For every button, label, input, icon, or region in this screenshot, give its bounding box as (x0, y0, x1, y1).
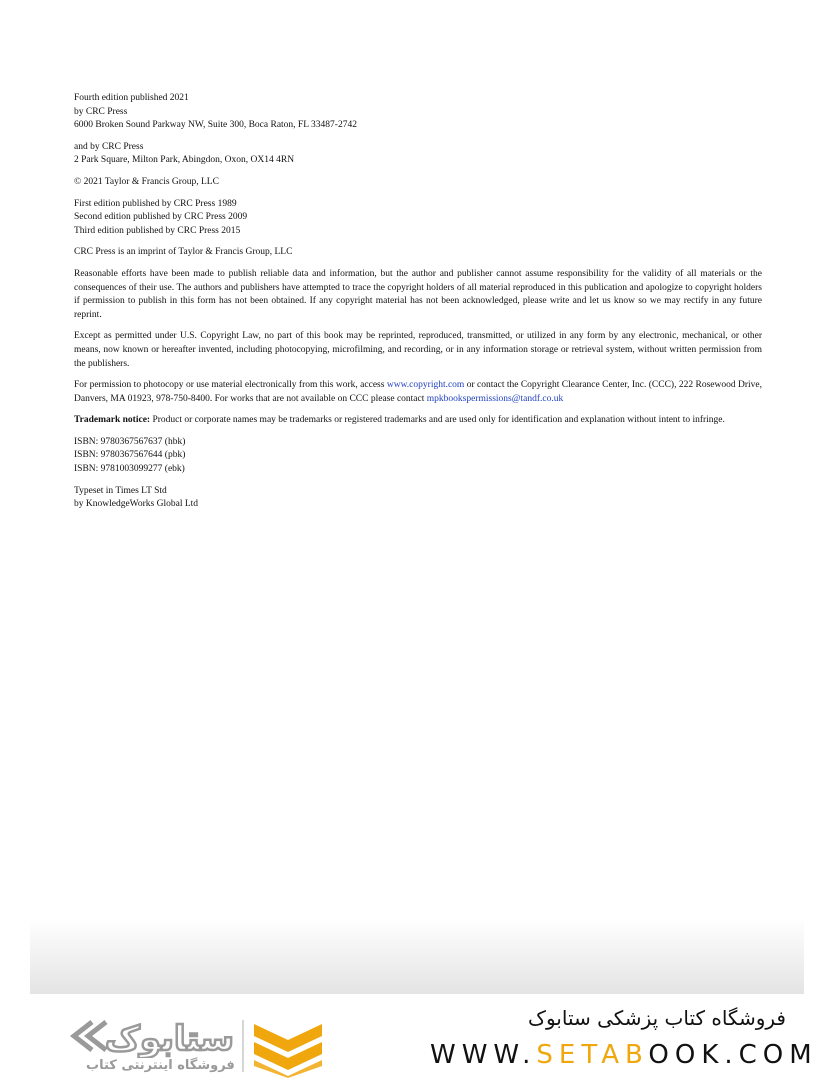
publication-info (74, 92, 762, 133)
trademark-label: Trademark notice: (74, 415, 151, 426)
edition-history (74, 198, 762, 239)
bottom-shadow (30, 918, 804, 994)
trademark-text: Product or corporate names may be trademarks or registered trademarks and are used only for identification and explanation without intent to infringe. (150, 415, 725, 426)
url-suffix: OOK.COM (648, 1040, 818, 1070)
logo-wordmark-text: ستابوک (105, 1019, 234, 1058)
setabook-chevron-logo-icon (250, 1020, 326, 1078)
setabook-logo-wordmark (66, 1016, 236, 1058)
uk-publisher-line: and by CRC Press (74, 141, 144, 152)
typeset-line: Typeset in Times LT Std (74, 485, 167, 496)
permissions-email-link[interactable]: mpkbookspermissions@tandf.co.uk (426, 393, 564, 404)
uk-publisher-address: 2 Park Square, Milton Park, Abingdon, Oxon, OX14 4RN (74, 155, 295, 166)
shop-title: فروشگاه کتاب پزشکی ستابوک (528, 1006, 786, 1030)
edition-history-line: First edition published by CRC Press 1989 (74, 198, 237, 209)
copyright-line: © 2021 Taylor & Francis Group, LLC (74, 176, 219, 187)
typeset-line: by KnowledgeWorks Global Ltd (74, 499, 199, 510)
url-prefix: WWW. (430, 1040, 537, 1070)
permission-paragraph (74, 379, 762, 406)
isbn-line: ISBN: 9781003099277 (ebk) (74, 464, 185, 475)
url-accent: SETA (536, 1040, 625, 1070)
isbn-line: ISBN: 9780367567644 (pbk) (74, 450, 186, 461)
disclaimer-paragraph: Reasonable efforts have been made to publish reliable data and information, but the author and publisher cannot assume responsibility for the validity of all materials or the consequences of their use. The authors and publishers have attempted to trace the copyright holders of all material reproduced in this publication and apologize to copyright holders if permission to publish in this form has not been obtained. If any copyright material has not been acknowledged, please write and let us know so we may rectify in any future reprint. (74, 268, 762, 320)
url-accent: B (625, 1040, 649, 1070)
edition-history-line: Third edition published by CRC Press 2015 (74, 225, 241, 236)
logo-subtitle: فروشگاه اینترنتی کتاب (86, 1058, 235, 1073)
banner-divider (242, 1020, 244, 1072)
edition-line: Fourth edition published 2021 (74, 93, 189, 103)
imprint-line: CRC Press is an imprint of Taylor & Francis Group, LLC (74, 247, 293, 258)
typeset-info (74, 485, 762, 512)
trademark-paragraph (74, 414, 762, 428)
isbn-list (74, 436, 762, 477)
publisher-line: by CRC Press (74, 106, 128, 117)
uk-publisher-info (74, 141, 762, 168)
copyright-law-paragraph: Except as permitted under U.S. Copyright Law, no part of this book may be reprinted, reproduced, transmitted, or utilized in any form by any electronic, mechanical, or other means, now known or hereafter invented, including photocopying, microfilming, and recording, or in any information storage or retrieval system, without written permission from the publishers. (74, 331, 762, 369)
shop-url-link[interactable] (430, 1040, 818, 1070)
logo-chevron-left-inner (88, 1022, 106, 1050)
publisher-address: 6000 Broken Sound Parkway NW, Suite 300, Boca Raton, FL 33487-2742 (74, 120, 357, 131)
permission-text: or contact the Copyright Clearance Center, Inc. (CCC), 222 Rosewood Drive, Danvers, MA 01923, 978-750-8400. For works that are not available on CCC please contact (74, 380, 762, 404)
copyright-text-block (74, 92, 762, 520)
isbn-line: ISBN: 9780367567637 (hbk) (74, 436, 186, 447)
copyright-website-link[interactable]: www.copyright.com (386, 380, 465, 391)
permission-text: For permission to photocopy or use material electronically from this work, access (74, 380, 387, 391)
edition-history-line: Second edition published by CRC Press 2009 (74, 212, 248, 223)
